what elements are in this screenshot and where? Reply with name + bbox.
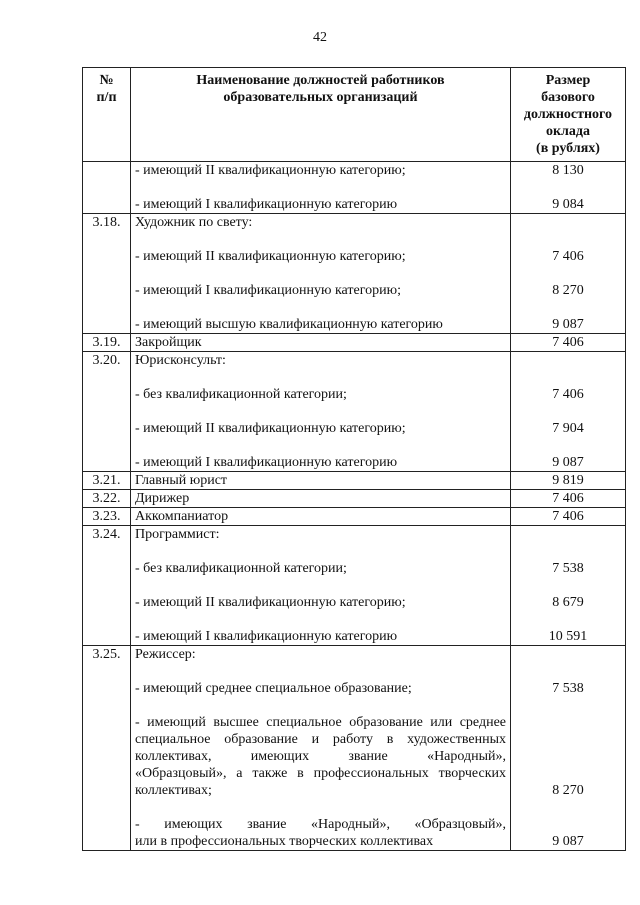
row-number: 3.23.: [83, 508, 131, 526]
position-title: Юрисконсульт:: [135, 353, 226, 368]
row-salary: [511, 334, 626, 352]
salary-value: 9 087: [552, 455, 584, 470]
salary-value: 7 406: [552, 491, 584, 506]
table-row: [83, 162, 626, 214]
row-name: [131, 472, 511, 490]
table-row: [83, 490, 626, 508]
salary-value: 10 591: [548, 629, 588, 644]
header-position-name: [131, 68, 511, 162]
header-salary-line: должностного: [523, 107, 613, 122]
row-salary: [511, 508, 626, 526]
salary-value: 8 679: [552, 595, 584, 610]
row-salary: [511, 646, 626, 851]
position-title: Художник по свету:: [135, 215, 253, 230]
salary-value: 9 087: [552, 834, 584, 849]
header-salary-line: базового: [541, 90, 595, 105]
subcategory-text: - имеющий II квалификационную категорию;: [135, 595, 406, 610]
subcategory-text: - имеющий I квалификационную категорию: [135, 197, 398, 212]
salary-value: 8 130: [552, 163, 584, 178]
table-row: [83, 352, 626, 472]
row-name: [131, 508, 511, 526]
position-title: Аккомпаниатор: [135, 509, 229, 524]
subcategory-text: - имеющий высшее специальное образование или среднее: [135, 715, 506, 730]
subcategory-text: - без квалификационной категории;: [135, 387, 347, 402]
table-row: [83, 526, 626, 646]
table-row: [83, 508, 626, 526]
subcategory-text: - имеющий I квалификационную категорию;: [135, 283, 401, 298]
position-title: Режиссер:: [135, 647, 196, 662]
salary-value: 7 538: [552, 681, 584, 696]
row-number: 3.25.: [83, 646, 131, 851]
row-name: [131, 490, 511, 508]
row-number: 3.19.: [83, 334, 131, 352]
row-name: [131, 214, 511, 334]
header-salary-line: (в рублях): [536, 141, 600, 156]
table-row: [83, 334, 626, 352]
table-header-row: [83, 68, 626, 162]
salary-value: 7 406: [552, 509, 584, 524]
header-number-line: п/п: [96, 90, 117, 105]
row-salary: [511, 162, 626, 214]
header-name-line: образовательных организаций: [223, 90, 418, 105]
row-salary: [511, 490, 626, 508]
salary-value: 7 406: [552, 387, 584, 402]
row-salary: [511, 472, 626, 490]
salary-table: [82, 67, 626, 851]
header-name-line: Наименование должностей работников: [196, 73, 445, 88]
subcategory-text: - без квалификационной категории;: [135, 561, 347, 576]
row-name: [131, 162, 511, 214]
row-name: [131, 352, 511, 472]
subcategory-text: - имеющий I квалификационную категорию: [135, 629, 398, 644]
header-salary-line: Размер: [545, 73, 591, 88]
table-row: [83, 472, 626, 490]
subcategory-text: - имеющий II квалификационную категорию;: [135, 163, 406, 178]
row-number: 3.24.: [83, 526, 131, 646]
row-number: 3.21.: [83, 472, 131, 490]
table-row: [83, 646, 626, 851]
row-number: 3.22.: [83, 490, 131, 508]
subcategory-text: коллективах, имеющих звание «Народный»,: [135, 749, 506, 764]
row-name: [131, 646, 511, 851]
page-number: 42: [313, 30, 327, 45]
header-salary-line: оклада: [545, 124, 590, 139]
row-number: 3.20.: [83, 352, 131, 472]
row-name: [131, 526, 511, 646]
salary-value: 9 084: [552, 197, 584, 212]
salary-value: 7 904: [552, 421, 584, 436]
table-row: [83, 214, 626, 334]
subcategory-text: «Образцовый», а также в профессиональных творческих: [135, 766, 506, 781]
salary-value: 8 270: [552, 783, 584, 798]
row-salary: [511, 214, 626, 334]
row-name: [131, 334, 511, 352]
row-number: 3.18.: [83, 214, 131, 334]
subcategory-text: - имеющий II квалификационную категорию;: [135, 249, 406, 264]
subcategory-text: или в профессиональных творческих коллективах: [135, 834, 434, 849]
subcategory-text: специальное образование и работу в художественных: [135, 732, 506, 747]
salary-value: 7 406: [552, 335, 584, 350]
header-salary: [511, 68, 626, 162]
header-number-line: №: [99, 73, 114, 88]
position-title: Программист:: [135, 527, 220, 542]
position-title: Главный юрист: [135, 473, 228, 488]
salary-value: 9 087: [552, 317, 584, 332]
subcategory-text: - имеющих звание «Народный», «Образцовый»,: [135, 817, 506, 832]
salary-value: 9 819: [552, 473, 584, 488]
row-salary: [511, 352, 626, 472]
subcategory-text: - имеющий высшую квалификационную категорию: [135, 317, 443, 332]
header-number: [83, 68, 131, 162]
salary-value: 7 538: [552, 561, 584, 576]
subcategory-text: - имеющий II квалификационную категорию;: [135, 421, 406, 436]
position-title: Закройщик: [135, 335, 202, 350]
subcategory-text: коллективах;: [135, 783, 212, 798]
row-number: [83, 162, 131, 214]
row-salary: [511, 526, 626, 646]
salary-value: 8 270: [552, 283, 584, 298]
position-title: Дирижер: [135, 491, 190, 506]
subcategory-text: - имеющий I квалификационную категорию: [135, 455, 398, 470]
subcategory-text: - имеющий среднее специальное образование;: [135, 681, 412, 696]
salary-value: 7 406: [552, 249, 584, 264]
